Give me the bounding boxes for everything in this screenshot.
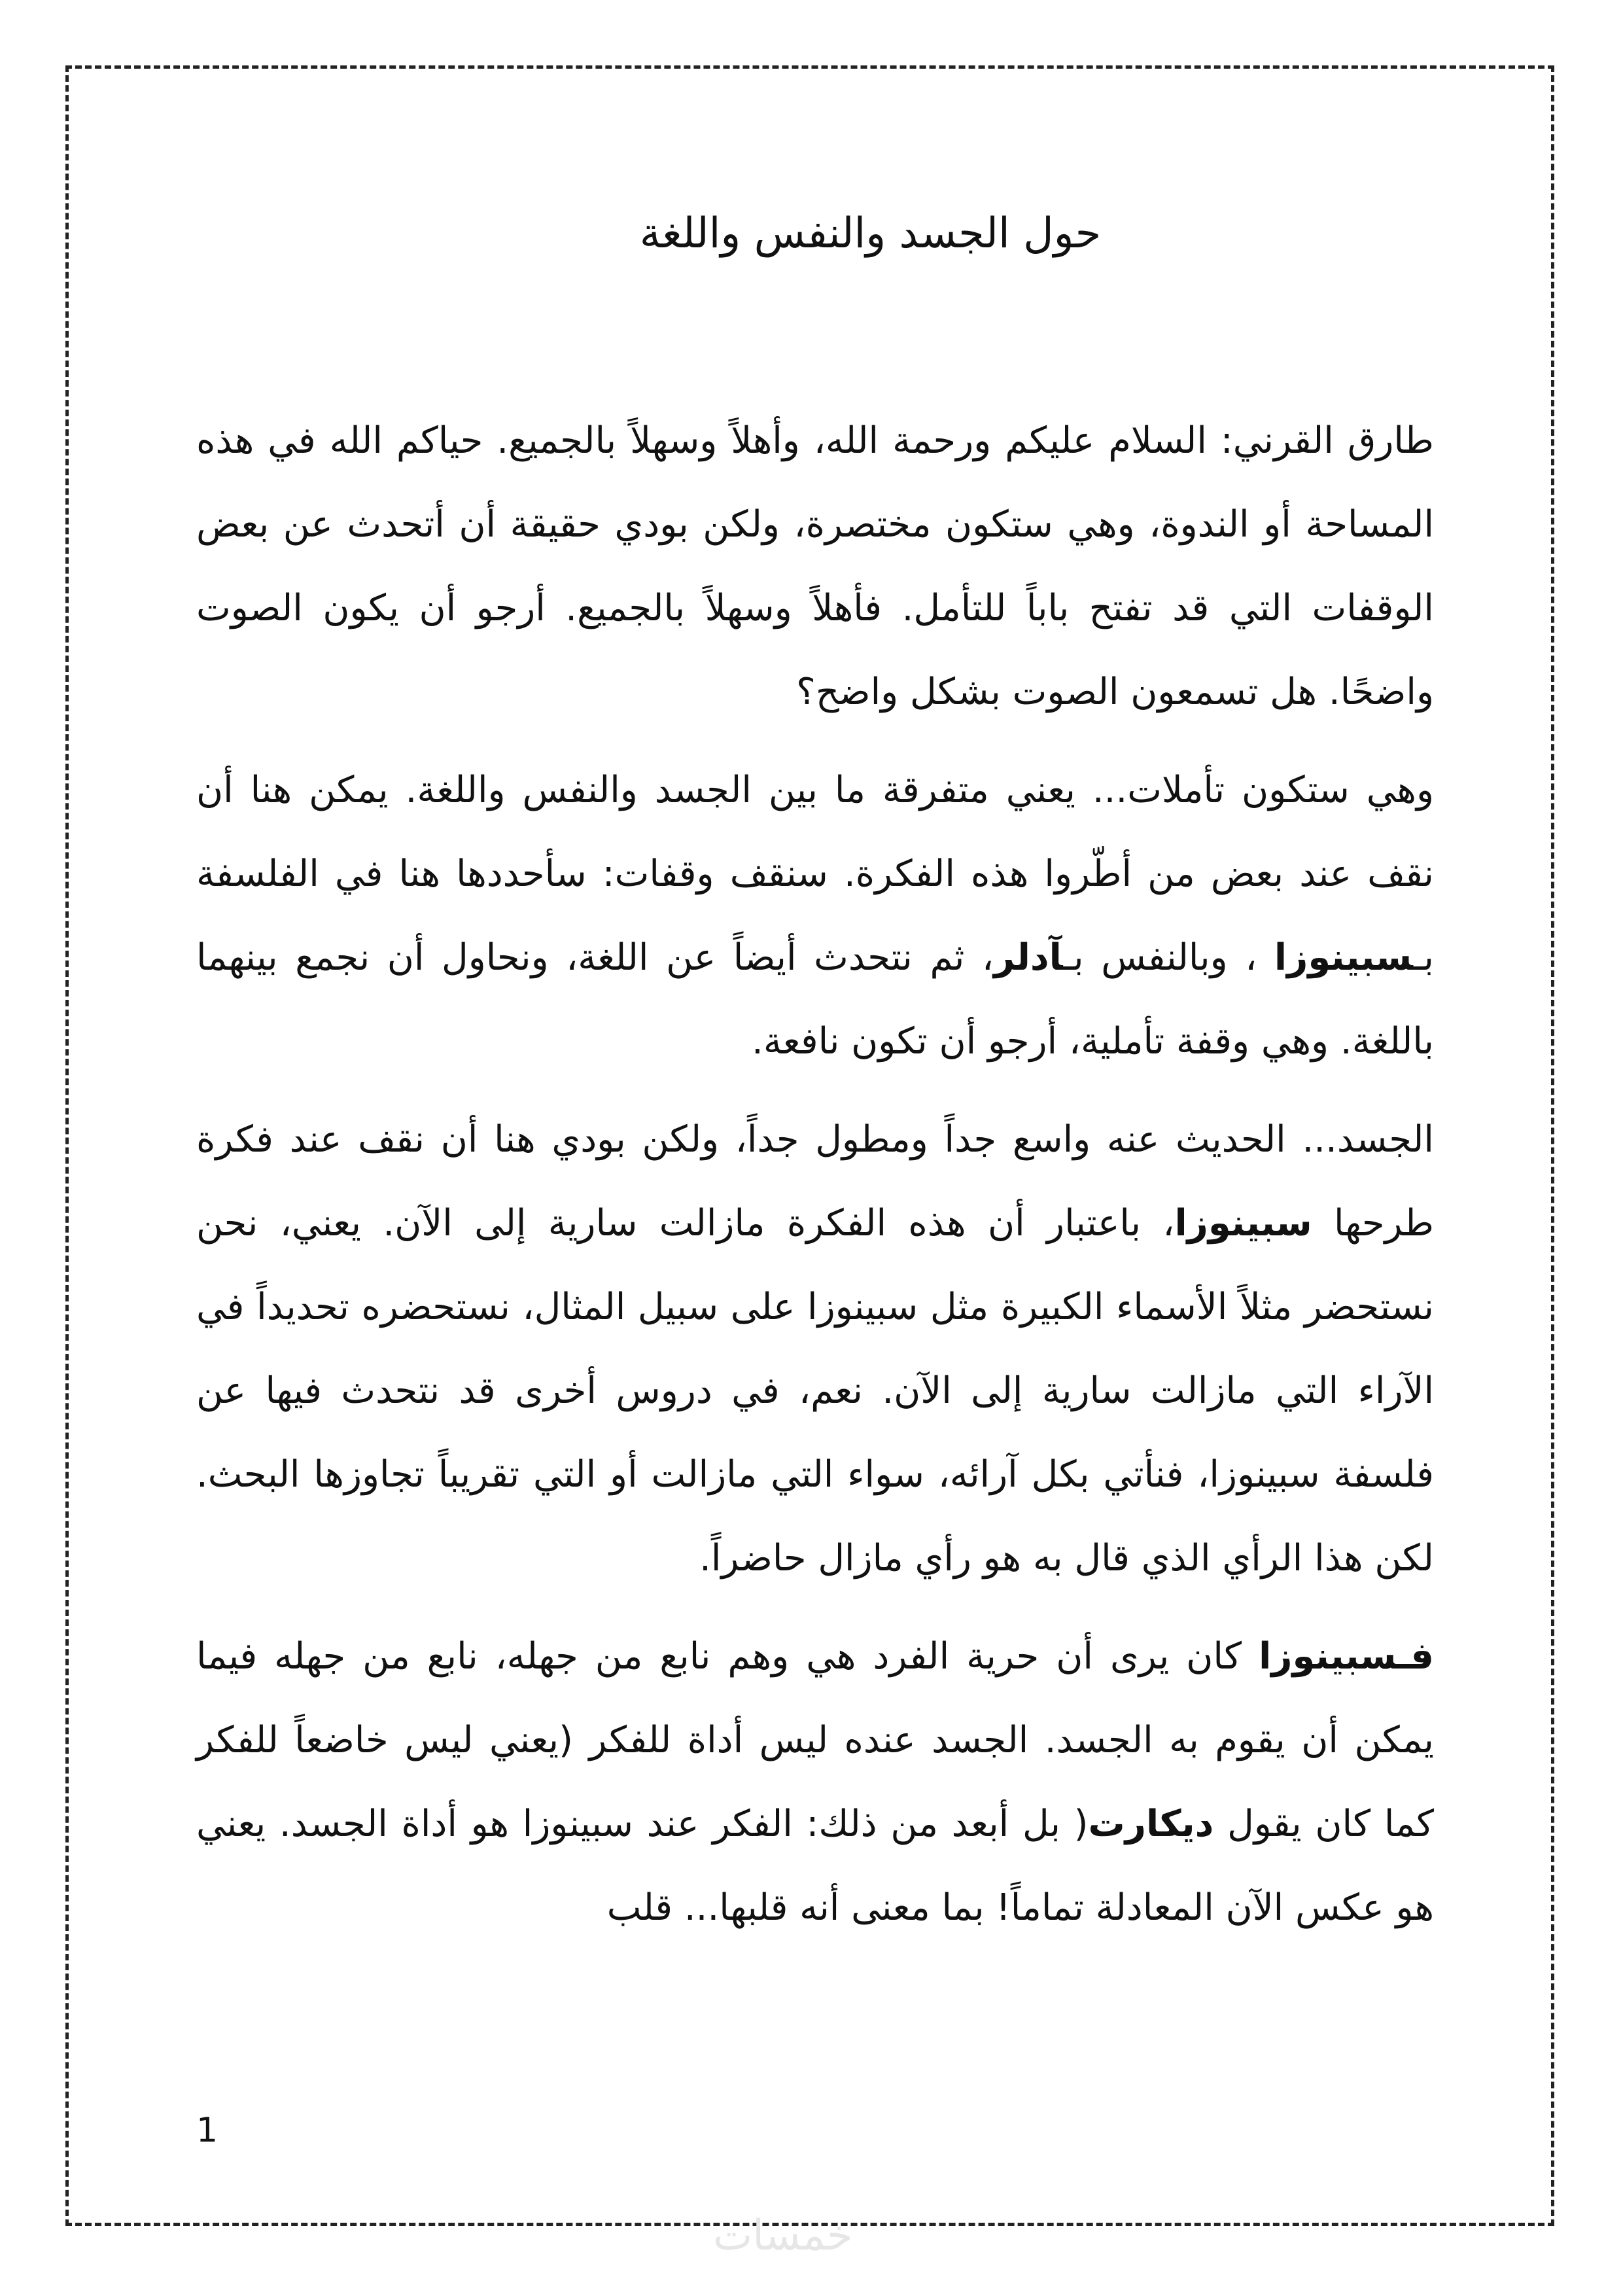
paragraph-4 bbox=[196, 1615, 1434, 1950]
paragraph-1-text: طارق القرني: السلام عليكم ورحمة الله، وأهلاً وسهلاً بالجميع. حياكم الله في هذه المساحة أو الندوة، وهي ستكون مختصرة، ولكن بودي حقيقة أن أتحدث عن بعض الوقفات التي قد تفتح باباً للتأمل. فأهلاً وسهلاً بالجميع. أرجو أن يكون الصوت واضحًا. هل تسمعون الصوت بشكل واضح؟ bbox=[196, 419, 1434, 713]
name-adler: آدلر bbox=[994, 936, 1063, 979]
paragraph-3 bbox=[196, 1098, 1434, 1600]
name-descartes: ديكارت bbox=[1088, 1803, 1214, 1845]
paragraph-2-text-d: ، ثم نتحدث أيضاً عن اللغة، ونحاول أن نجمع بينهما باللغة. وهي وقفة تأملية، أرجو أن تكون نافعة. bbox=[196, 936, 1434, 1063]
watermark: خمسات bbox=[713, 2212, 853, 2260]
paragraph-2-text-a: وهي ستكون تأملات... يعني متفرقة ما بين الجسد والنفس واللغة. يمكن هنا أن نقف عند بعض من أطّروا هذه الفكرة. سنقف وقفات: سأحددها هنا في الفلسفة بـ bbox=[196, 769, 1434, 979]
name-spinoza: سبينوزا bbox=[1174, 1202, 1312, 1245]
name-spinoza: سبينوزا bbox=[1274, 936, 1413, 979]
paragraph-4-text-a: كان يرى أن حرية الفرد هي وهم نابع من جهله، نابع من جهله فيما يمكن أن يقوم به الجسد. الجسد عنده ليس أداة للفكر (يعني ليس خاضعاً للفكر كما كان يقول bbox=[196, 1635, 1434, 1845]
paragraph-2-text-c: ، وبالنفس بـ bbox=[1062, 936, 1274, 979]
name-spinoza: فـسبينوزا bbox=[1259, 1635, 1434, 1678]
paragraph-3-text-a: الجسد... الحديث عنه واسع جداً ومطول جداً، ولكن بودي هنا أن نقف عند فكرة طرحها bbox=[196, 1118, 1435, 1245]
paragraph-4-text-c: ( بل أبعد من ذلك: الفكر عند سبينوزا هو أداة الجسد. يعني هو عكس الآن المعادلة تماماً! بما معنى أنه قلبها... قلب bbox=[196, 1803, 1434, 1929]
paragraph-3-text-c: ، باعتبار أن هذه الفكرة مازالت سارية إلى الآن. يعني، نحن نستحضر مثلاً الأسماء الكبيرة مثل سبينوزا على سبيل المثال، نستحضره تحديداً في الآراء التي مازالت سارية إلى الآن. نعم، في دروس أخرى قد نتحدث فيها عن فلسفة سبينوزا، فنأتي بكل آرائه، سواء التي مازالت أو التي تقريباً تجاوزها البحث. لكن هذا الرأي الذي قال به هو رأي مازال حاضراً. bbox=[196, 1202, 1434, 1580]
paragraph-1 bbox=[196, 399, 1434, 734]
page-number: 1 bbox=[196, 2111, 218, 2150]
document-body bbox=[196, 399, 1434, 1964]
paragraph-2 bbox=[196, 749, 1434, 1084]
document-title: حول الجسد والنفس واللغة bbox=[639, 209, 1102, 258]
